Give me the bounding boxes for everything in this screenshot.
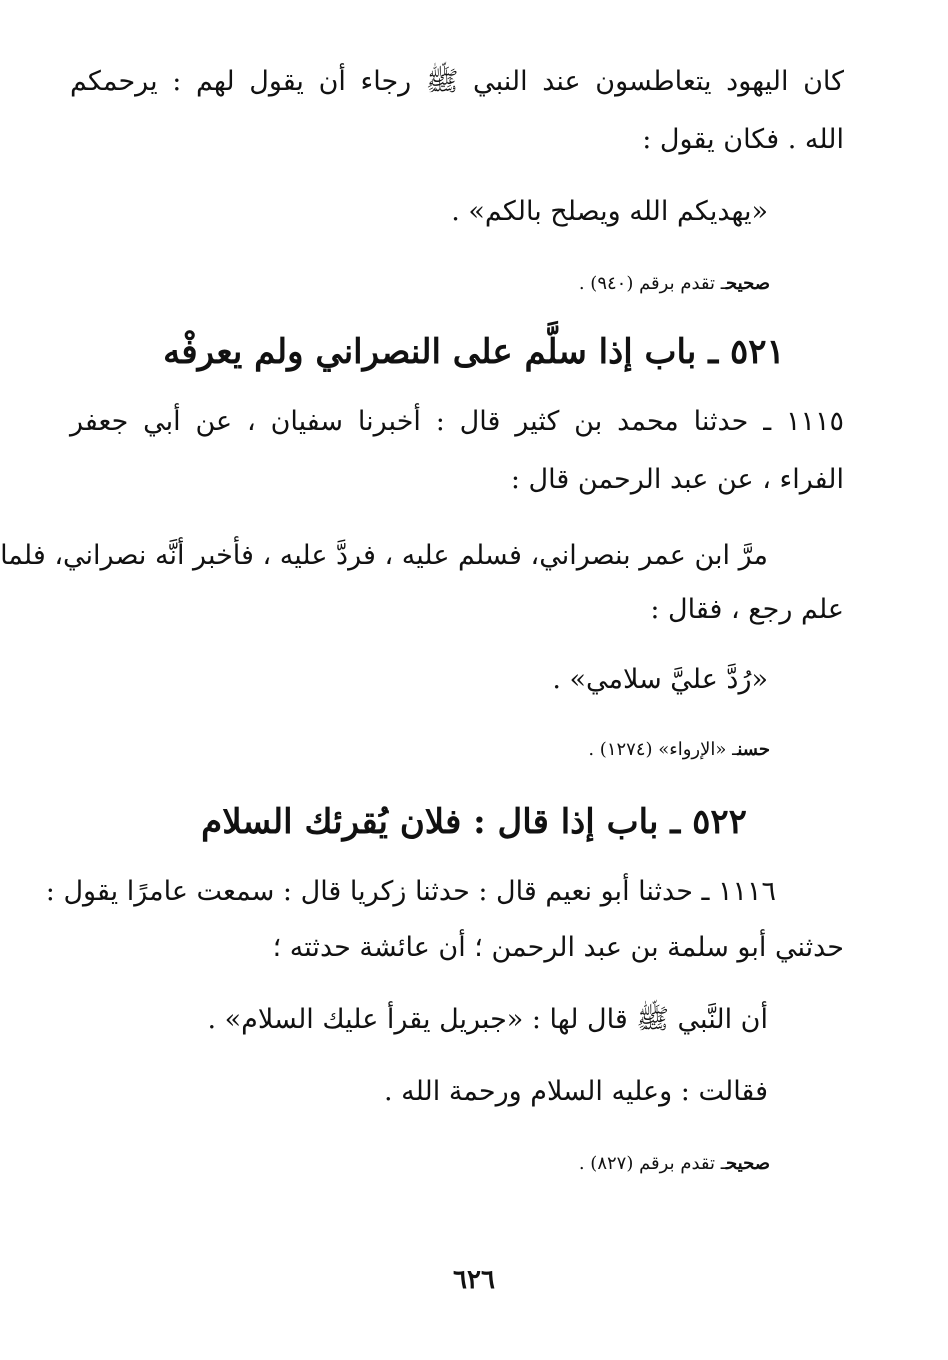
chapter-521-title: ٥٢١ ـ باب إذا سلَّم على النصراني ولم يعرفْه [163, 332, 785, 372]
hadith-1115-quote: «رُدَّ عليَّ سلامي» . [552, 664, 768, 695]
hadith-1114-line-1: كان اليهود يتعاطسون عند النبي ﷺ رجاء أن يقول لهم : يرحمكم [70, 66, 844, 97]
chapter-522-title: ٥٢٢ ـ باب إذا قال : فلان يُقرئك السلام [201, 802, 747, 842]
grade-label: حسن [737, 739, 770, 760]
hadith-1115-chain-line-2: الفراء ، عن عبد الرحمن قال : [510, 464, 844, 495]
hadith-1115-grade [588, 736, 770, 764]
hadith-1116-text-line-1: أن النَّبي ﷺ قال لها : «جبريل يقرأ عليك السلام» . [207, 1004, 768, 1035]
hadith-1116-grade [579, 1150, 770, 1178]
hadith-1115-text-line-2: علم رجع ، فقال : [650, 594, 844, 625]
hadith-1114-grade [579, 270, 770, 298]
grade-label: صحيح [726, 1153, 770, 1174]
page-number: ٦٢٦ [453, 1265, 495, 1295]
grade-reference: ـ «الإرواء» (١٢٧٤) . [588, 739, 738, 760]
hadith-1115-text-line-1: مرَّ ابن عمر بنصراني، فسلم عليه ، فردَّ عليه ، فأخبر أنَّه نصراني، فلما [0, 540, 768, 571]
grade-label: صحيح [726, 273, 770, 294]
hadith-1116-text-line-2: فقالت : وعليه السلام ورحمة الله . [383, 1076, 768, 1107]
grade-reference: ـ تقدم برقم (٨٢٧) . [578, 1153, 727, 1174]
hadith-1115-chain-line-1: ١١١٥ ـ حدثنا محمد بن كثير قال : أخبرنا سفيان ، عن أبي جعفر [70, 406, 844, 437]
hadith-1116-chain-line-2: حدثني أبو سلمة بن عبد الرحمن ؛ أن عائشة حدثته ؛ [272, 932, 844, 963]
hadith-1114-quote: «يهديكم الله ويصلح بالكم» . [451, 196, 768, 227]
grade-reference: ـ تقدم برقم (٩٤٠) . [578, 273, 727, 294]
hadith-1114-line-2: الله . فكان يقول : [642, 124, 844, 155]
hadith-1116-chain-line-1: ١١١٦ ـ حدثنا أبو نعيم قال : حدثنا زكريا قال : سمعت عامرًا يقول : [45, 876, 776, 907]
